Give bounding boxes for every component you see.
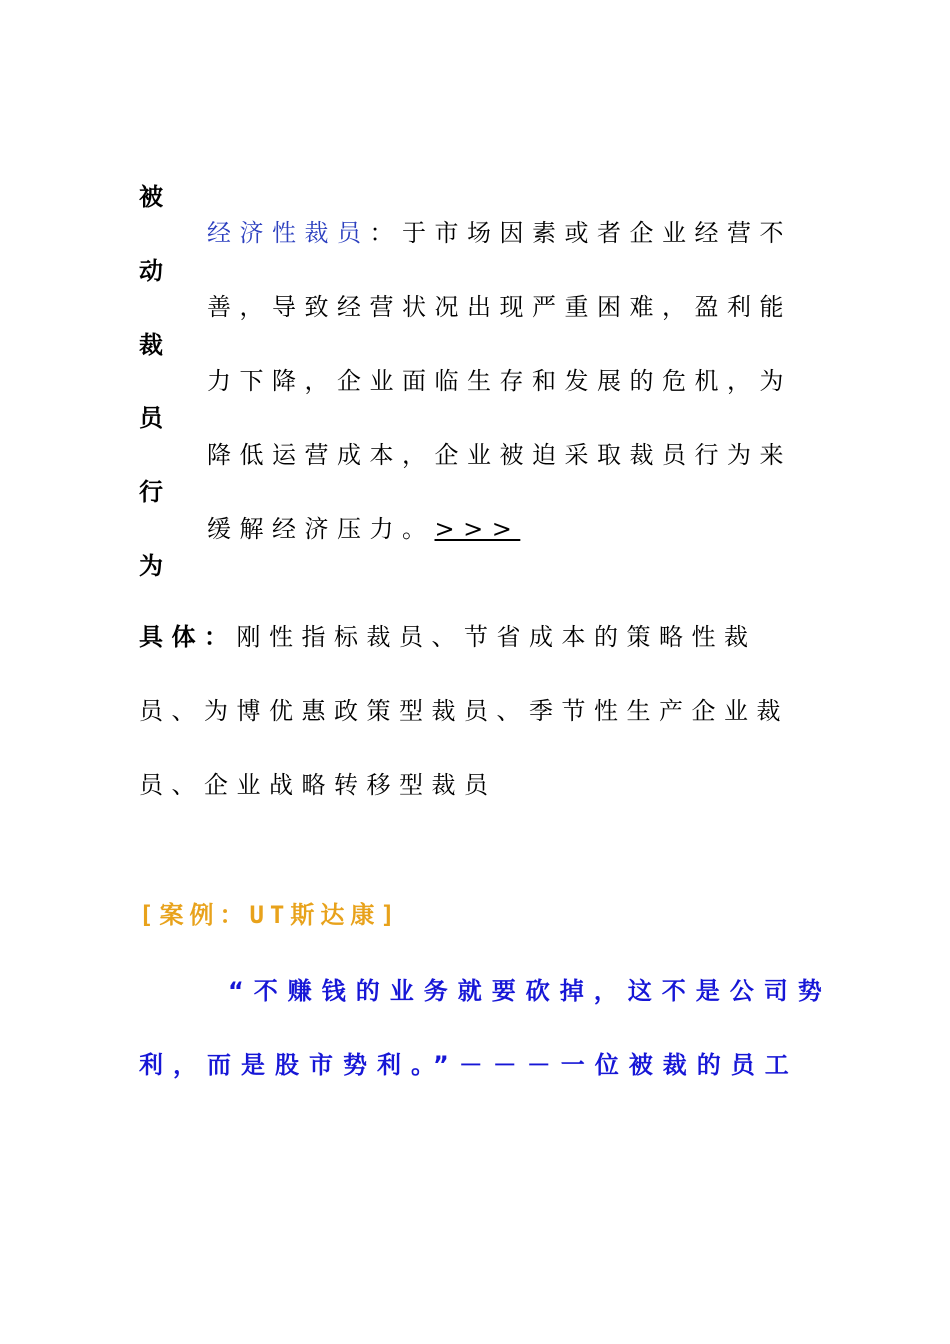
- vertical-label-char: 员: [139, 404, 163, 432]
- specifics-line-3: 员、企业战略转移型裁员: [139, 771, 497, 799]
- quote-line-2: 利，而是股市势利。”－－－一位被裁的员工: [139, 1051, 799, 1079]
- quote-line-1: “不赚钱的业务就要砍掉，这不是公司势: [228, 977, 832, 1005]
- definition-colon: ：: [369, 219, 402, 247]
- definition-line-5: [207, 514, 520, 544]
- definition-line-1: [207, 218, 792, 248]
- vertical-label-char: 裁: [139, 331, 163, 359]
- definition-text: 缓解经济压力。: [207, 515, 435, 543]
- vertical-label-char: 动: [139, 257, 163, 285]
- definition-line-4: 降低运营成本，企业被迫采取裁员行为来: [207, 441, 792, 469]
- more-link[interactable]: >>>: [434, 515, 521, 543]
- definition-line-3: 力下降，企业面临生存和发展的危机，为: [207, 367, 792, 395]
- specifics-label: 具体：: [139, 623, 237, 651]
- specifics-line-2: 员、为博优惠政策型裁员、季节性生产企业裁: [139, 697, 789, 725]
- vertical-label-char: 为: [139, 552, 163, 580]
- definition-term: 经济性裁员: [207, 219, 370, 247]
- definition-text: 于市场因素或者企业经营不: [402, 219, 792, 247]
- case-heading: [案例：UT斯达康]: [139, 901, 401, 929]
- definition-line-2: 善，导致经营状况出现严重困难，盈利能: [207, 293, 792, 321]
- specifics-text: 刚性指标裁员、节省成本的策略性裁: [236, 623, 757, 651]
- vertical-label-char: 被: [139, 183, 163, 211]
- vertical-label-char: 行: [139, 478, 163, 506]
- specifics-line-1: [139, 622, 757, 652]
